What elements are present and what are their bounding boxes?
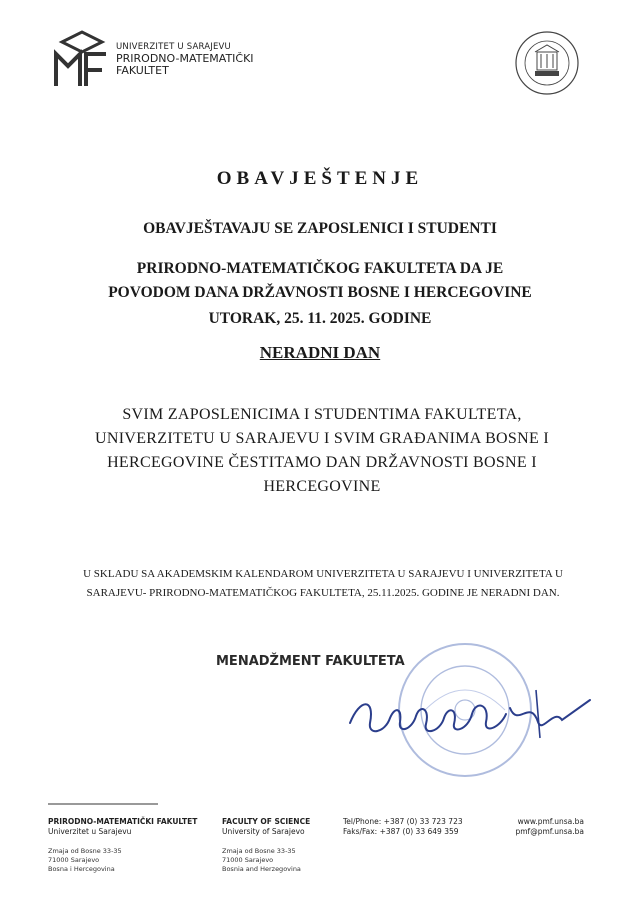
footer-address-line: Zmaja od Bosne 33-35: [222, 847, 296, 855]
footer-col-faculty-en: [222, 817, 310, 874]
footer-university: Univerzitet u Sarajevu: [48, 827, 132, 836]
footer-divider: [48, 803, 158, 805]
calendar-note-line-1: U SKLADU SA AKADEMSKIM KALENDAROM UNIVERZITETA U SARAJEVU I UNIVERZITETA U: [83, 568, 563, 580]
congrats-line-2: UNIVERZITETU U SARAJEVU I SVIM GRAĐANIMA BOSNE I: [95, 430, 549, 447]
notice-line-2a: PRIRODNO-MATEMATIČKOG FAKULTETA DA JE: [136, 260, 504, 277]
non-working-day-heading: NERADNI DAN: [259, 343, 381, 362]
logo-faculty-line2: FAKULTET: [116, 63, 169, 77]
faculty-logo: [52, 30, 110, 88]
calendar-note: [48, 565, 598, 603]
university-seal-icon: [514, 30, 580, 96]
footer-col-faculty-bs: [48, 817, 197, 874]
logo-university: UNIVERZITET U SARAJEVU: [116, 42, 231, 52]
footer-address-line: Zmaja od Bosne 33-35: [48, 847, 122, 855]
footer-faculty-name: PRIRODNO-MATEMATIČKI FAKULTET: [48, 817, 198, 826]
faculty-name: [116, 43, 254, 77]
logo-faculty-line1: PRIRODNO-MATEMATIČKI: [116, 51, 254, 65]
footer-address-line: 71000 Sarajevo: [222, 856, 274, 864]
notice-date: UTORAK, 25. 11. 2025. GODINE: [208, 310, 432, 327]
congratulations-paragraph: [78, 403, 566, 499]
footer-website-link[interactable]: www.pmf.unsa.ba: [517, 817, 584, 826]
footer-address-line: Bosnia and Herzegovina: [222, 865, 301, 873]
notice-line-2: [40, 257, 600, 305]
footer-email-link[interactable]: pmf@pmf.unsa.ba: [515, 827, 584, 836]
notice-line-1: OBAVJEŠTAVAJU SE ZAPOSLENICI I STUDENTI: [143, 220, 497, 237]
footer-col-contact: [343, 817, 463, 837]
signature-icon: [340, 678, 600, 748]
congrats-line-1: SVIM ZAPOSLENICIMA I STUDENTIMA FAKULTETA,: [122, 406, 522, 423]
footer-phone: Tel/Phone: +387 (0) 33 723 723: [343, 817, 463, 826]
calendar-note-line-2: SARAJEVU- PRIRODNO-MATEMATIČKOG FAKULTETA, 25.11.2025. GODINE JE NERADNI DAN.: [86, 587, 560, 599]
congrats-line-3: HERCEGOVINE ČESTITAMO DAN DRŽAVNOSTI BOSNE I: [107, 454, 537, 471]
notice-line-2b: POVODOM DANA DRŽAVNOSTI BOSNE I HERCEGOVINE: [108, 284, 532, 301]
footer-address-line: 71000 Sarajevo: [48, 856, 100, 864]
congrats-line-4: HERCEGOVINE: [263, 478, 381, 495]
footer-address-line: Bosna i Hercegovina: [48, 865, 115, 873]
footer-col-web: [508, 817, 584, 837]
signatory-label: MENADŽMENT FAKULTETA: [216, 654, 405, 669]
notice-title: OBAVJEŠTENJE: [216, 168, 424, 189]
footer-university-en: University of Sarajevo: [222, 827, 305, 836]
footer-faculty-name-en: FACULTY OF SCIENCE: [222, 817, 311, 826]
footer-fax: Faks/Fax: +387 (0) 33 649 359: [343, 827, 459, 836]
